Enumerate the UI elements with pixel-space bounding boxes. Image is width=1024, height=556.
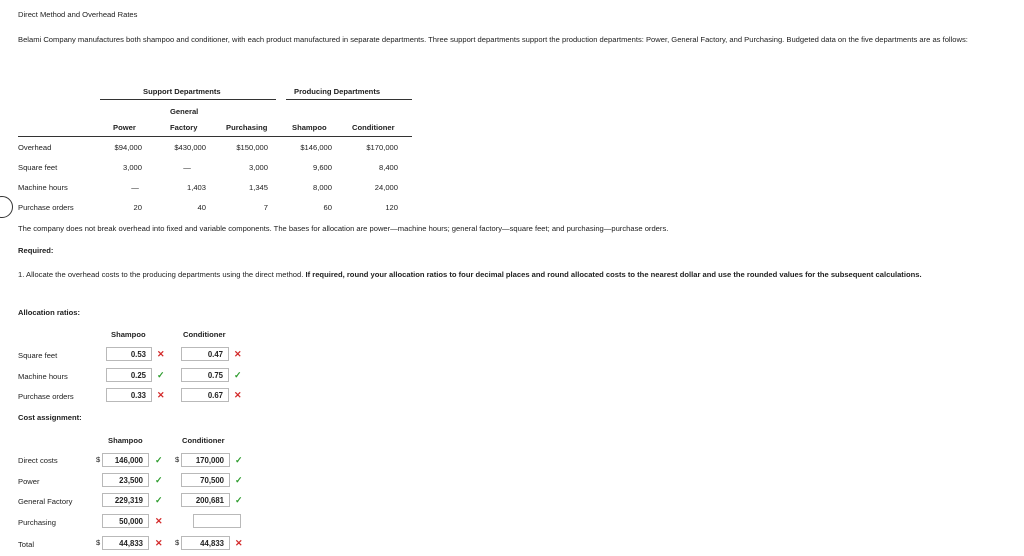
cost-purchasing-conditioner-input[interactable]: [193, 514, 241, 528]
table-cell-conditioner: 8,400: [378, 163, 398, 172]
cost-general-factory-shampoo-input[interactable]: [102, 493, 149, 507]
table-cell-power: —: [131, 183, 139, 192]
correct-icon: ✓: [235, 495, 243, 505]
producing-underline: [286, 99, 412, 100]
ratio-row-label: Machine hours: [18, 372, 68, 381]
required-label: Required:: [18, 246, 54, 255]
correct-icon: ✓: [235, 475, 243, 485]
cost-row-label: Total: [18, 540, 35, 549]
table-cell-shampoo: 8,000: [312, 183, 332, 192]
costs-col-conditioner: Conditioner: [182, 436, 225, 445]
dollar-sign: $: [175, 455, 180, 464]
cost-total-conditioner-input[interactable]: [181, 536, 230, 550]
table-cell-purch: $150,000: [236, 143, 268, 152]
cost-general-factory-conditioner-input[interactable]: [181, 493, 230, 507]
table-row-label: Machine hours: [18, 183, 68, 192]
cost-direct-shampoo-input[interactable]: [102, 453, 149, 467]
scroll-marker-circle: [0, 196, 13, 218]
table-cell-power: 3,000: [122, 163, 142, 172]
table-cell-power: $94,000: [114, 143, 142, 152]
col-conditioner: Conditioner: [352, 123, 395, 132]
allocation-ratios-heading: Allocation ratios:: [18, 308, 81, 317]
cost-row-label: Direct costs: [18, 456, 58, 465]
incorrect-icon: ✕: [157, 390, 165, 400]
table-cell-gf: 40: [197, 203, 206, 212]
page-title: Direct Method and Overhead Rates: [18, 10, 138, 19]
table-cell-shampoo: 60: [323, 203, 332, 212]
table-cell-shampoo: 9,600: [312, 163, 332, 172]
incorrect-icon: ✕: [157, 349, 165, 359]
ratio-square-feet-shampoo-input[interactable]: [106, 347, 152, 361]
question-text: [18, 266, 1016, 283]
dollar-sign: $: [96, 455, 101, 464]
ratio-row-label: Square feet: [18, 351, 58, 360]
ratio-square-feet-conditioner-input[interactable]: [181, 347, 229, 361]
table-cell-gf: 1,403: [186, 183, 206, 192]
incorrect-icon: ✕: [155, 516, 163, 526]
correct-icon: ✓: [235, 455, 243, 465]
table-cell-conditioner: 120: [385, 203, 398, 212]
ratio-purchase-orders-conditioner-input[interactable]: [181, 388, 229, 402]
incorrect-icon: ✕: [234, 349, 242, 359]
question-plain: 1. Allocate the overhead costs to the producing departments using the direct method.: [18, 270, 304, 279]
cost-direct-conditioner-input[interactable]: [181, 453, 230, 467]
cost-assignment-heading: Cost assignment:: [18, 413, 82, 422]
support-underline: [100, 99, 276, 100]
table-row-label: Square feet: [18, 163, 58, 172]
table-header-rule: [18, 136, 412, 137]
producing-departments-heading: Producing Departments: [294, 87, 381, 96]
correct-icon: ✓: [234, 370, 242, 380]
ratios-col-shampoo: Shampoo: [111, 330, 146, 339]
ratio-purchase-orders-shampoo-input[interactable]: [106, 388, 152, 402]
table-cell-power: 20: [133, 203, 142, 212]
incorrect-icon: ✕: [235, 538, 243, 548]
ratio-machine-hours-shampoo-input[interactable]: [106, 368, 152, 382]
col-purchasing: Purchasing: [226, 123, 268, 132]
correct-icon: ✓: [155, 475, 163, 485]
table-cell-gf: —: [183, 163, 191, 172]
col-shampoo: Shampoo: [292, 123, 327, 132]
cost-row-label: Power: [18, 477, 40, 486]
col-power: Power: [113, 123, 136, 132]
col-general-factory: Factory: [170, 123, 198, 132]
ratio-machine-hours-conditioner-input[interactable]: [181, 368, 229, 382]
correct-icon: ✓: [157, 370, 165, 380]
table-row-label: Overhead: [18, 143, 52, 152]
cost-row-label: Purchasing: [18, 518, 56, 527]
table-cell-shampoo: $146,000: [300, 143, 332, 152]
col-general-line1: General: [170, 107, 199, 116]
correct-icon: ✓: [155, 495, 163, 505]
table-cell-conditioner: $170,000: [366, 143, 398, 152]
cost-power-conditioner-input[interactable]: [181, 473, 230, 487]
incorrect-icon: ✕: [155, 538, 163, 548]
table-cell-gf: $430,000: [174, 143, 206, 152]
allocation-note: The company does not break overhead into fixed and variable components. The bases for allocation are power—machine hours; general factory—square feet; and purchasing—purchase orders.: [18, 224, 669, 233]
table-cell-conditioner: 24,000: [374, 183, 398, 192]
incorrect-icon: ✕: [234, 390, 242, 400]
cost-purchasing-shampoo-input[interactable]: [102, 514, 149, 528]
cost-power-shampoo-input[interactable]: [102, 473, 149, 487]
dollar-sign: $: [175, 538, 180, 547]
table-cell-purch: 7: [263, 203, 268, 212]
costs-col-shampoo: Shampoo: [108, 436, 143, 445]
ratios-col-conditioner: Conditioner: [183, 330, 226, 339]
ratio-row-label: Purchase orders: [18, 392, 74, 401]
question-instruction: If required, round your allocation ratios to four decimal places and round allocated costs to the nearest dollar and use the rounded values for the subsequent calculations.: [305, 270, 922, 279]
dollar-sign: $: [96, 538, 101, 547]
correct-icon: ✓: [155, 455, 163, 465]
cost-row-label: General Factory: [18, 497, 73, 506]
table-cell-purch: 3,000: [248, 163, 268, 172]
cost-total-shampoo-input[interactable]: [102, 536, 149, 550]
support-departments-heading: Support Departments: [143, 87, 221, 96]
table-cell-purch: 1,345: [248, 183, 268, 192]
intro-paragraph: Belami Company manufactures both shampoo and conditioner, with each product manufactured in separate departments. Three support departments support the production departments: Power, General Factory, and Purchasing. Budgeted data on the five departments are as follows:: [18, 35, 968, 44]
table-row-label: Purchase orders: [18, 203, 74, 212]
